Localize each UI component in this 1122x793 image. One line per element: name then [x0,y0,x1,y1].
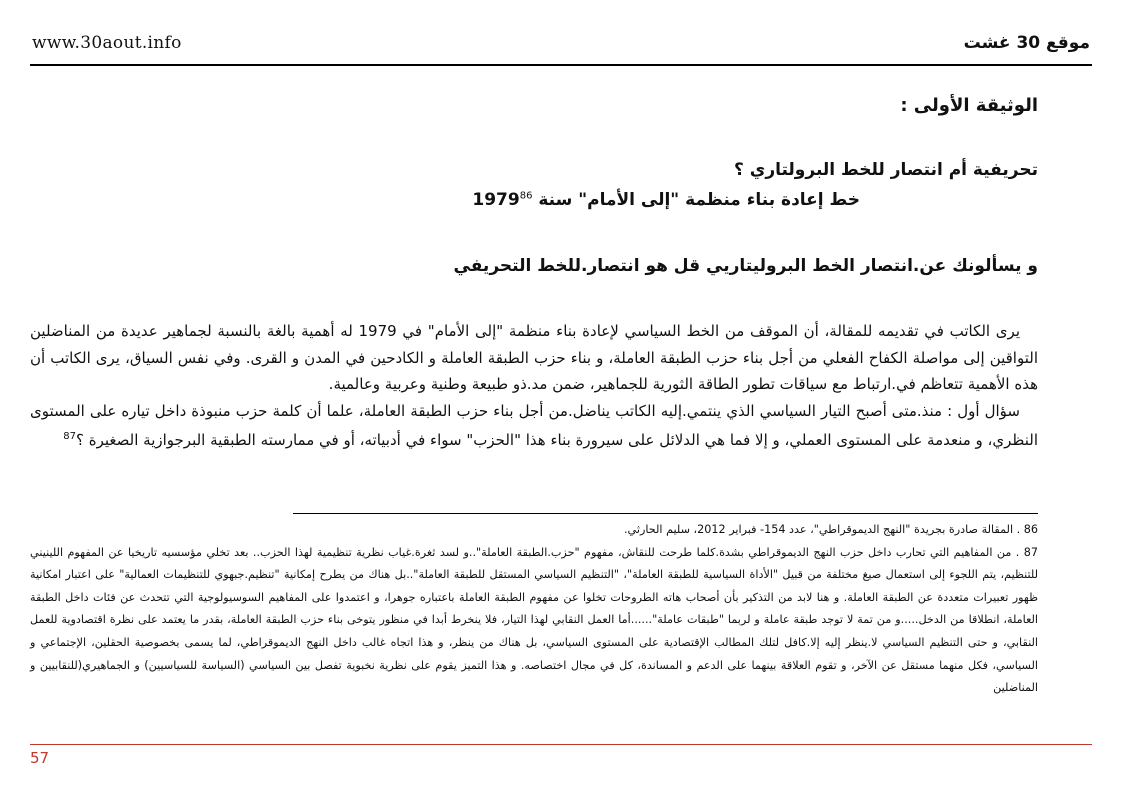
subtitle-text: خط إعادة بناء منظمة "إلى الأمام" سنة 1979 [472,190,860,210]
header-rule [30,64,1092,66]
lead-sentence: و يسألونك عن.انتصار الخط البروليتاريي قل هو انتصار.للخط التحريفي [453,256,1038,276]
document-heading: الوثيقة الأولى : [900,95,1038,116]
footnote-87: 87 . من المفاهيم التي تحارب داخل حزب النهج الديموقراطي بشدة.كلما طرحت للنقاش، مفهوم "حزب.الطبقة العاملة"..و لسد ثغرة.غياب نظرية تنظيمية لهذا الحزب.. بعد تخلي مؤسسيه تاريخيا عن المفهوم اللينيني للتنظيم، يتم اللجوء إلى استعمال صيغ مختلفة من قبيل "الأداة السياسية للطبقة العاملة"، "التنظيم السياسي المستقل للطبقة العاملة"..بل هناك من يطرح إمكانية "تنظيم.جبهوي للتنظيمات العمالية" على اعتبار امكانية ظهور تعبيرات متعددة عن الطبقة العاملة. و هنا لابد من التذكير بأن أصحاب هاته الطروحات تخلوا عن مفهوم الطبقة العاملة باعتباره جوهرا، و اعتمدوا على المفاهيم السوسيولوجية التي تتحدث عن فئات داخل الطبقة العاملة، انطلاقا من الدخل.....و من تمة لا توجد طبقة عاملة و لربما "طبقات عاملة"......أما العمل النقابي لهذا التيار، فلا ينخرط أبدا في منظور يتوخى بناء حزب الطبقة العاملة، بقدر ما يعتمد على نظرة اقتصادوية للعمل النقابي، و حتى التنظيم السياسي لا.ينظر إليه إلا.كافل لتلك المطالب الإقتصادية على المستوى السياسي، بل هناك من ينظر، و هذا اتجاه غالب داخل النهج الديموقراطي، لما يسمى بخصوصية الحقلين، الإجتماعي و السياسي، فكل منهما مستقل عن الآخر، و تقوم العلاقة بينهما على الدعم و المساندة، كل في مجال اختصاصه. و هذا التميز يقوم على نظرية نخبوية تفصل بين السياسي (السياسة للسياسيين) و الجماهيري(للنقابيين و المناضلين [30,545,1038,695]
paragraph-2-text: سؤال أول : منذ.متى أصبح التيار السياسي الذي ينتمي.إليه الكاتب يناضل.من أجل بناء حزب الطبقة العاملة، علما أن كلمة حزب منبوذة داخل تياره على المستوى النظري، و منعدمة على المستوى العملي، و إلا فما هي الدلائل على سيرورة بناء هذا "الحزب" سواء في أدبياته، أو في ممارسته الطبقية البرجوازية الصغيرة ؟ [30,401,1038,449]
document-title: تحريفية أم انتصار للخط البرولتاري ؟ [733,160,1038,180]
body-text [30,318,1038,454]
footer-rule [30,744,1092,745]
document-subtitle [472,190,860,210]
footnote-86: 86 . المقالة صادرة بجريدة "النهج الديموقراطي"، عدد 154- فبراير 2012، سليم الحارثي. [623,523,1038,536]
footnote-ref-86: 86 [519,190,533,202]
page-number: 57 [30,749,50,767]
paragraph-1: يرى الكاتب في تقديمه للمقالة، أن الموقف من الخط السياسي لإعادة بناء منظمة "إلى الأمام" في 1979 له أهمية بالغة بالنسبة لجماهير عديدة من المناضلين التواقين إلى مواصلة الكفاح الفعلي من أجل بناء حزب الطبقة العاملة، و بناء حزب الطبقة العاملة و الكادحين في المدن و القرى. وفي نفس السياق، يرى الكاتب أن هذه الأهمية تتعاظم في.ارتباط مع سياقات تطور الطاقة الثورية للجماهير، ضمن مد.ذو طبيعة وطنية وعربية وعالمية. [30,322,1038,393]
footnotes [30,519,1038,700]
site-name: موقع 30 غشت [963,33,1090,53]
footnote-ref-87: 87 [63,431,77,442]
site-url: www.30aout.info [32,33,182,53]
footnote-rule [293,513,1038,514]
paragraph-2 [30,398,1038,454]
